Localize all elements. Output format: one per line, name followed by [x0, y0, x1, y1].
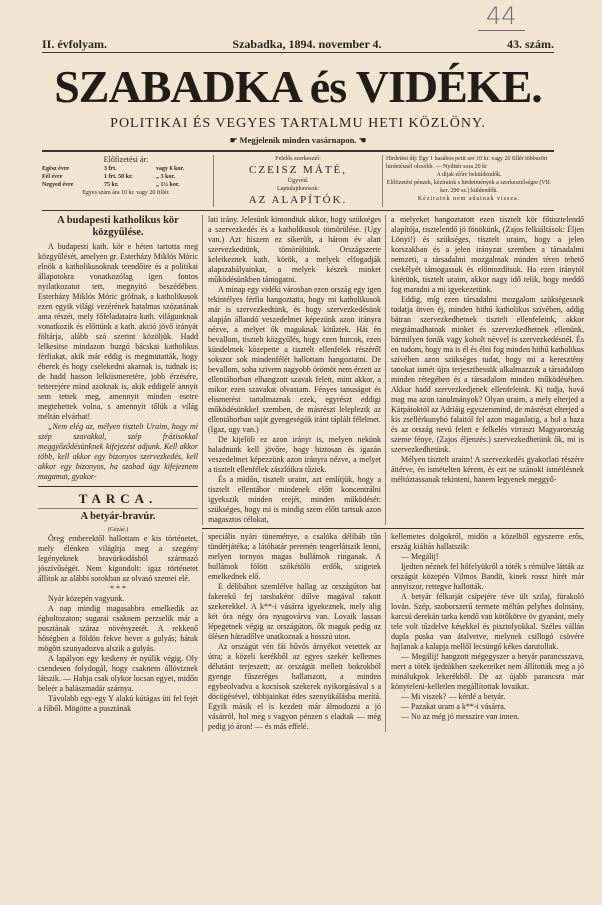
paragraph: „Nem elég az, mélyen tisztelt Uraim, hogy mi szép szavakkal, szép frázisokkal meggyőződésünknek kifejezést adjunk. Kell akkor több, kell akkor egy bizonyos szervezkedés, kell akkor egy bizonyos, ha szabad úgy kifejeznem magamat, gyakor- — [38, 422, 198, 481]
divider — [42, 52, 554, 53]
ad-prepay: A díjak előre beküldendők. — [436, 172, 502, 178]
info-row — [42, 155, 554, 207]
masthead-info-line — [42, 36, 554, 52]
divider — [42, 150, 554, 152]
paragraph: lati irány. Jelesünk kimondtuk akkor, hogy szükséges a szervezkedés és a katholikusok tömörülése. (Ugy van.) Azt hiszem ez sikerült, a három év alatt szervezkedtünk, tömörültünk. Országszerte keletkeznek kath. körök, a melyek elfogadják alapszabályainkat, a melyek készek minket működésünkben támogatni. — [208, 215, 381, 284]
issue-number: 43. szám. — [506, 37, 554, 51]
ad-address: Előfizetési pénzek, kéziratok s hirdetmények a szerkesztőségre (VII. ker. 290 sz.) küldendők. — [386, 180, 552, 194]
article-headline: A budapesti katholikus kör közgyűlése. — [57, 215, 179, 238]
article-continued-col2 — [202, 215, 381, 525]
paragraph: kellemetes dolgokról, midőn a közelből egyszerre erős, erszág kiáltás hallatszik: — [391, 532, 584, 551]
divider — [382, 155, 383, 207]
divider — [213, 155, 214, 207]
editor-name: CZEISZ MÁTÉ, — [249, 164, 347, 176]
editor-label: Felelős szerkesztő: — [275, 156, 321, 162]
paragraph: Nyár közepén vagyunk. — [48, 594, 125, 603]
tagline: ☛ Megjelenik minden vasárnapon. ☚ — [229, 135, 367, 145]
ads-box — [386, 155, 552, 207]
ad-rate: Hirdetési díj: Egy 1 hasábos petit sor 10 kr. vagy 20 fillér többszöri hirdetésnél olcsóbb. — Nyilttér sora 20 kr — [386, 156, 548, 170]
paragraph: E délibábot szemlélve hallag az országúton hat fakerekű fej tarsbaként dűlve magával rakott szekerekkel. A k**-i vásárra igyekeznek, mely alig két óra négy óra nyugovárva van. Lovaik lassan lépegetnek végig az országúton, ők maguk pedig az ülésen hátradőlve unatkoznak a hosszú uton. — [208, 582, 381, 641]
period: Negyed évre — [42, 182, 74, 188]
paragraph: — Megálij! — [401, 552, 439, 561]
price-row — [42, 165, 210, 173]
paragraph: És a midőn, tisztelt uraim, azt említjük, hogy a tisztelt ellentábor mindenek előtt koncentrálni igyekszik minden erejét, minden működését: szükséges, hogy mi is mindig szem előtt tartsuk azon magasztos célokat, — [208, 475, 381, 524]
paragraph: A budapesti kath. kör e héten tartotta meg közgyűlését, amelyen gr. Esterházy Miklós Móric elnök a katholikusoknak teendőire és a politikai állapotokra vonatkozólag igen fontos nyilatkozatot tett, megnyitó beszédében. Esterházy Miklós Móric grófnak, a katholikusok ezen egyik világi vezérének hatalmas szózatának ama részét, mely főfeladataira kath. világunknak vonatkozik és előttünk a kath. akció jövő irányát föltárja, alább szó szerint közöljük. Hadd lelkesitse mindazon buzgó bácskai katholikus férfiakat, akik már eddig is megmutatták, hogy éberek és hogy cselekedni akarnak is, tudnak is; de hadd hasson lelkiismeretére, jobb érzésére, tetterejére mind azoknak is, akik eddigelé annyit sem tettek meg, amennyit minden esetre megtehettek volna, s amennyit tőlük a világ méltán elvárhat! — [38, 242, 198, 421]
tarca-feuilleton — [38, 491, 198, 714]
section-title: TARCA. — [78, 491, 158, 506]
single-issue-price: Egyes szám ára 10 kr. vagy 20 fillér. — [82, 190, 170, 196]
divider — [42, 210, 554, 211]
subtitle: POLITIKAI ÉS VEGYES TARTALMU HETI KÖZLÖNY. — [110, 116, 486, 131]
owners: AZ ALAPÍTÓK. — [248, 194, 348, 206]
owners-label: Laptulajdonosok: — [277, 186, 319, 192]
article-continued-col3 — [385, 215, 584, 525]
paragraph: Távolabb egy-egy Y alakú kútágas üti fel fejét a fűből. Mögötte a pusztának — [38, 694, 198, 713]
paragraph: speciális nyári tüneménye, a csalóka délibáb tűn tündérjátéka; a látóhatár peremén tengerlátszik lenni, melyen tornyos magas hullámok ringanak. A hullámok fölött szőkétölö erdők, szigetek emelkednek elő. — [208, 532, 381, 581]
body-columns — [38, 215, 602, 732]
price: 3 frt. — [104, 166, 117, 172]
editor-role: Ügyvéd. — [287, 178, 309, 184]
price: 75 kr. — [104, 182, 119, 188]
story-headline: A betyár-bravúr. — [80, 511, 156, 522]
byline: (Gézáé.) — [107, 527, 129, 533]
subscription-box — [42, 155, 210, 207]
price: 1 frt. 50 kr. — [104, 174, 133, 180]
period: Egész évre — [42, 166, 70, 172]
paragraph: A lapályon egy keskeny ér nyúlik végig. Oly csendesen folydogál, hogy csaknem állóviznek látszik. — Habja csak olykor locsan egyet, midőn beleér a halászmadár szárnya. — [38, 654, 198, 693]
divider — [38, 486, 198, 487]
divider — [38, 508, 198, 509]
editor-box — [217, 155, 379, 207]
paragraph: — Pazakat uram a k**-i vásárra. — [401, 702, 506, 711]
tagline-text: Megjelenik minden vasárnapon. — [239, 135, 357, 145]
paragraph: — Mi viszek? — kérdé a betyár. — [401, 692, 506, 701]
paragraph: A nap mindig magasabbra emelkedik az égboltozaton; sugarai csaknem perzselik már a pusztának száraz növényzetét. A rekkenő hőségben a földön fekve hever a gulyás; hátuk mögött szunyadozva alszik a gulyás. — [38, 604, 198, 653]
article-catholic-circle — [38, 215, 198, 482]
paragraph: Ijedten néznek fel hőfelyükről a tóték s rémülve látták az országút közepén Vilmos Bandit, kinek rossz hírét már annyiszor, rettegve hallották. — [391, 562, 584, 591]
alt-price: „ 1½ kor. — [156, 182, 180, 188]
separator: * * * — [110, 584, 126, 593]
paragraph: De kijelöli ez azon irányt is, melyen nekünk haladnunk kell jövőre, hogy biztosan és igazán veszedelmet képezzünk azon irányra nézve, a melyet a tisztelt ellenfélek zászlóikra tűztek. — [208, 435, 381, 474]
price-row — [42, 173, 210, 181]
period: Fél évre — [42, 174, 63, 180]
alt-price: „ 3 kor. — [156, 174, 175, 180]
paragraph: a melyeket hangoztatott ezen tisztelt kör főtisztelendő alapítója, tisztelendő jó fönökünk, (Zajos felkiáltások: Éljen Lönyi!) és szükséges, tisztelt uraim, hogy a jelen korszakban és a jelen irányzat szemben a társadalmi nemzeti, a társadalmi mozgalmak minden téren tehető csekélyét támogassuk és előmozdítsuk. Ha ezen iránytól kitérünk, tisztelt uraim, akkor nagy idő telik, hogy meddő fog maradni a mi igyekezetünk. — [391, 215, 584, 294]
paragraph: Eddig, míg ezen társadalmi mozgalom szükségesnek tudatja ötven éj, minden hithű katholikus szívében, addig bátran szervezkedhetnek tisztelt ellenfeleink, akkor megtámadhatnak minket és szervezkedhetnek ellenünk, bármilyen fonák vagy koholt névvel is szervezkedésnél. És en tudom, hogy ma is él és élni fog minden hithű katholikus szívében azon szükséges tudat, hogy mi a keresztény tanokat ismét újra terjeszthessük alkalmazzuk a társadalom minden rétegében és a társadalom minden működésében. Akkor hadd szervezkedjenek ellenfeleink. Ki tudja, hová mag ma azon tanulmányok? Olyan uraim, a mely elterjed a Kárpátoktól az Adriáig egyszersmind, de másrészt elterjed a kis zsellérkunyhó falaitól fel azon magaslatig, a hol a haza és az ország nevú felett e felkelés virraszt Magyarország szeme fénye, (Zajos éljenzés.) szervezkedhetünk ők, mi is szervezkedhetünk. — [391, 295, 584, 454]
handwritten-page-number: 44 — [478, 2, 525, 31]
newspaper-title: SZABADKA és VIDÉKE. — [54, 61, 542, 112]
tarca-continued-col2 — [202, 532, 381, 732]
alt-price: vagy 6 kor. — [156, 166, 184, 172]
volume: II. évfolyam. — [42, 37, 107, 51]
paragraph: A betyár félkarját csípejére téve ült szilaj, fürakoló lován. Szép, szoborszerű termete méltán pelyhes dolmány, karcsú derekán tarka kendő van kötőkötve öv gyanánt, mely tele volt tűzdelve késekkel és pisztolyokkal. Széles vállán dupla puska van átalvetve, melynek csillogó csövére hajlanak a kalapja mellől lecsüngő kékes darutollak. — [391, 592, 584, 651]
paragraph: Az országút vén fái hűvös árnyékot vetettek az útra; a közeli kerékből az egyes szekér kellemes délutánt terjeszett; az országút mellett bokrokból gyenge fűszeréges hallatszott, a minden egybeolvadva a kocsisok szekerek nyikorgásával s a döcögésével, többjainkat édes szenyükálásba merítá. Egyik másik el is kezdett már álmodozni a jó vásárról, hol meg s vagyon pénzen s eladtak — még pedig jó áron! — és más effelé. — [208, 642, 381, 731]
column-1 — [38, 215, 198, 732]
divider — [202, 525, 584, 532]
place-date: Szabadka, 1894. november 4. — [232, 37, 382, 51]
paragraph: Öreg emberektől hallottam e kis történetet, mely élénken világítja meg a szegény legényeknek bravúrkodásból származó jószívűségét. Nem kigondolt: igaz történetet állítok az alábbi sorokban az olvasó szemei elé. — [38, 534, 198, 583]
paragraph: — No az még jó messzire van innen. — [401, 712, 520, 721]
paragraph: — Megálij! hangzott mégegyszer a betyár parancsszava, mert a tóték ijedtükben szekereiket nem állították meg a jó minálukpok lekerékből. De az újabb parancsra már könyteleni-kelletlen megállítottak lovaikat. — [391, 652, 584, 691]
paragraph: Mélyen tisztelt uraim! A szervezkedés gyakorlati részére áttérve, én ismételten kérem, és ezt ne szánoki ismétlésnek méltóztassanak tekinteni, hanem legyenek meggyő- — [391, 455, 584, 484]
price-row — [42, 181, 210, 189]
ad-manuscripts: Kéziratok nem adatnak vissza. — [417, 196, 521, 202]
subscription-heading: Előfizetési ár: — [103, 155, 149, 164]
masthead — [42, 0, 554, 211]
tarca-continued-col3 — [385, 532, 584, 732]
paragraph: A minap egy vidéki városban ezen ország egy igen tekintélyes férfia hangoztatta, hogy mi katholikusok már is szervezkedtünk, és hogy szervezkedésünk alapján állandó veszedelmet képezünk azon irányra nézve, a melyet ők maguknak kitűztek. Hát én bevallom, tisztelt közgyűlés, hogy ezen hurcok, ezen kündelmek közepette a tisztelt ellenfelek részéről sokszor sok mindenfélét hallottam hangoztatni. De bevallom, soha szivem nagyobb örömöt nem érzett az ellentáborban elhangzott szavak felett, mint akkor, a mikor ezen szavakat olvastam. Fényes tanuságot és elismerést tartalmaznak ezek, egyrészt eddigi működésünkkel szemben, de másrészt lelepleztk az ellentáborban saját gyengeségük iránt táplált félelmet. (Igaz, ugy van.) — [208, 285, 381, 434]
